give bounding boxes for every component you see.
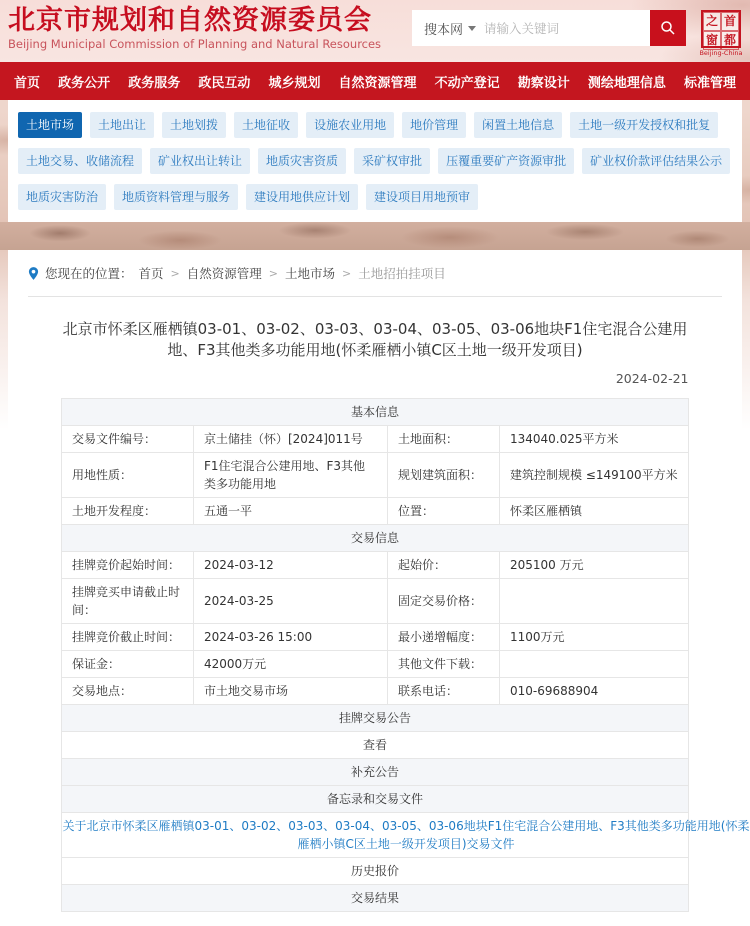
tab-设施农业用地[interactable]: 设施农业用地 [306, 112, 394, 138]
seal-char-0: 之 [703, 12, 721, 31]
tab-土地市场[interactable]: 土地市场 [18, 112, 82, 138]
field-label: 其他文件下载： [387, 651, 499, 678]
link-section-label-6: 交易结果 [61, 885, 688, 912]
section-title-basic: 基本信息 [61, 399, 688, 426]
table-row [61, 426, 688, 453]
link-table-row [61, 705, 688, 732]
nav-item-3[interactable]: 政民互动 [198, 75, 251, 91]
field-value: 市土地交易市场 [193, 678, 387, 705]
nav-item-8[interactable]: 测绘地理信息 [587, 75, 666, 91]
field-label: 联系电话： [387, 678, 499, 705]
subnav-row-2 [18, 184, 732, 210]
field-value [499, 651, 688, 678]
field-label: 保证金： [61, 651, 193, 678]
search-bar [412, 10, 686, 46]
chevron-down-icon [468, 26, 476, 31]
link-table-row [61, 786, 688, 813]
capital-window-caption: Beijing-China [699, 49, 743, 57]
field-label: 交易地点： [61, 678, 193, 705]
field-label: 挂牌竞价起始时间： [61, 552, 193, 579]
table-row [61, 651, 688, 678]
field-value [499, 579, 688, 624]
subnav-row-1 [18, 148, 732, 174]
field-value: 205100 万元 [499, 552, 688, 579]
subnav-row-0 [18, 112, 732, 138]
field-label: 规划建筑面积： [387, 453, 499, 498]
field-value: 2024-03-25 [193, 579, 387, 624]
table-row [61, 678, 688, 705]
subnav-panel [8, 100, 742, 222]
tab-地质资料管理与服务[interactable]: 地质资料管理与服务 [114, 184, 238, 210]
section-row-basic [61, 399, 688, 426]
decorative-texture-band [0, 222, 750, 250]
field-value: 2024-03-26 15:00 [193, 624, 387, 651]
breadcrumb-separator: > [170, 266, 180, 280]
field-value: 1100万元 [499, 624, 688, 651]
capital-window-logo[interactable] [698, 10, 744, 57]
tab-矿业权出让转让[interactable]: 矿业权出让转让 [150, 148, 250, 174]
field-value: 42000万元 [193, 651, 387, 678]
tab-矿业权价款评估结果公示[interactable]: 矿业权价款评估结果公示 [582, 148, 730, 174]
breadcrumb-divider [28, 296, 722, 297]
field-label: 最小递增幅度： [387, 624, 499, 651]
tab-采矿权审批[interactable]: 采矿权审批 [354, 148, 430, 174]
tab-地质灾害防治[interactable]: 地质灾害防治 [18, 184, 106, 210]
table-row [61, 552, 688, 579]
tab-地质灾害资质[interactable]: 地质灾害资质 [258, 148, 346, 174]
field-label: 交易文件编号： [61, 426, 193, 453]
seal-char-3: 都 [721, 31, 739, 50]
tab-土地一级开发授权和批复[interactable]: 土地一级开发授权和批复 [570, 112, 718, 138]
field-label: 用地性质： [61, 453, 193, 498]
section-row-trade [61, 525, 688, 552]
link-table-row [61, 813, 688, 858]
nav-item-1[interactable]: 政务公开 [58, 75, 111, 91]
tab-地价管理[interactable]: 地价管理 [402, 112, 466, 138]
tab-建设用地供应计划[interactable]: 建设用地供应计划 [246, 184, 358, 210]
link-section-label-0: 挂牌交易公告 [61, 705, 688, 732]
content-panel [8, 250, 750, 926]
location-pin-icon [28, 266, 39, 281]
breadcrumb-prefix: 您现在的位置： [45, 266, 133, 281]
publish-date: 2024-02-21 [615, 371, 689, 386]
document-link-4[interactable] [61, 813, 750, 858]
tab-土地划拨[interactable]: 土地划拨 [162, 112, 226, 138]
table-row [61, 579, 688, 624]
link-table-row [61, 885, 688, 912]
field-label: 起始价： [387, 552, 499, 579]
field-value: 五通一平 [193, 498, 387, 525]
table-row [61, 498, 688, 525]
table-row [61, 624, 688, 651]
field-label: 位置： [387, 498, 499, 525]
tab-土地征收[interactable]: 土地征收 [234, 112, 298, 138]
field-value: 010-69688904 [499, 678, 688, 705]
field-value: 怀柔区雁栖镇 [499, 498, 688, 525]
link-section-label-5: 历史报价 [61, 858, 688, 885]
link-table-row [61, 759, 688, 786]
site-header [0, 0, 750, 62]
field-value: 建筑控制规模 ≤149100平方米 [499, 453, 688, 498]
field-label: 土地开发程度： [61, 498, 193, 525]
nav-item-7[interactable]: 勘察设计 [517, 75, 570, 91]
seal-char-1: 首 [721, 12, 739, 31]
tab-建设项目用地预审[interactable]: 建设项目用地预审 [366, 184, 478, 210]
main-nav [0, 62, 750, 100]
nav-item-5[interactable]: 自然资源管理 [338, 75, 417, 91]
breadcrumb-item-0[interactable]: 首页 [138, 266, 164, 281]
search-scope-label: 搜本网 [423, 22, 463, 38]
nav-item-4[interactable]: 城乡规划 [268, 75, 321, 91]
field-label: 土地面积： [387, 426, 499, 453]
site-subtitle-en: Beijing Municipal Commission of Planning and Natural Resources [8, 37, 382, 51]
link-section-label-3: 备忘录和交易文件 [61, 786, 688, 813]
field-value: 2024-03-12 [193, 552, 387, 579]
breadcrumb-item-1[interactable]: 自然资源管理 [186, 266, 262, 281]
nav-item-6[interactable]: 不动产登记 [434, 75, 500, 91]
breadcrumb-separator: > [342, 266, 352, 280]
table-row [61, 453, 688, 498]
section-title-trade: 交易信息 [61, 525, 688, 552]
tab-压覆重要矿产资源审批[interactable]: 压覆重要矿产资源审批 [438, 148, 574, 174]
search-scope-select[interactable] [412, 10, 484, 46]
breadcrumb [28, 262, 722, 284]
field-value: 134040.025平方米 [499, 426, 688, 453]
breadcrumb-separator: > [268, 266, 278, 280]
field-value: F1住宅混合公建用地、F3其他类多功能用地 [193, 453, 387, 498]
tab-土地交易、收储流程[interactable]: 土地交易、收储流程 [18, 148, 142, 174]
document-link-text: 关于北京市怀柔区雁栖镇03-01、03-02、03-03、03-04、03-05、03-06地块F1住宅混合公建用地、F3其他类多功能用地(怀柔雁栖小镇C区土地一级开发项目)交易文件 [62, 819, 750, 851]
search-icon [659, 19, 677, 37]
tab-闲置土地信息[interactable]: 闲置土地信息 [474, 112, 562, 138]
link-section-label-2: 补充公告 [61, 759, 688, 786]
field-label: 挂牌竞买申请截止时间： [61, 579, 193, 624]
document-link-1[interactable]: 查看 [61, 732, 688, 759]
site-branding [0, 0, 381, 62]
nav-item-2[interactable]: 政务服务 [128, 75, 181, 91]
field-value: 京土储挂（怀）[2024]011号 [193, 426, 387, 453]
seal-char-2: 窗 [703, 31, 721, 50]
nav-item-9[interactable]: 标准管理 [683, 75, 736, 91]
field-label: 挂牌竞价截止时间： [61, 624, 193, 651]
nav-item-0[interactable]: 首页 [14, 75, 41, 91]
capital-window-seal-icon [701, 10, 741, 48]
tab-土地出让[interactable]: 土地出让 [90, 112, 154, 138]
search-button[interactable] [650, 10, 686, 46]
link-table-row [61, 858, 688, 885]
link-table-row [61, 732, 688, 759]
field-label: 固定交易价格： [387, 579, 499, 624]
info-table [61, 398, 750, 912]
breadcrumb-item-3: 土地招拍挂项目 [358, 266, 446, 281]
page-title: 北京市怀柔区雁栖镇03-01、03-02、03-03、03-04、03-05、03-06地块F1住宅混合公建用地、F3其他类多功能用地(怀柔雁栖小镇C区土地一级开发项目) [62, 320, 688, 359]
site-title: 北京市规划和自然资源委员会 [8, 5, 372, 36]
search-input[interactable] [484, 11, 650, 45]
breadcrumb-item-2[interactable]: 土地市场 [284, 266, 335, 281]
